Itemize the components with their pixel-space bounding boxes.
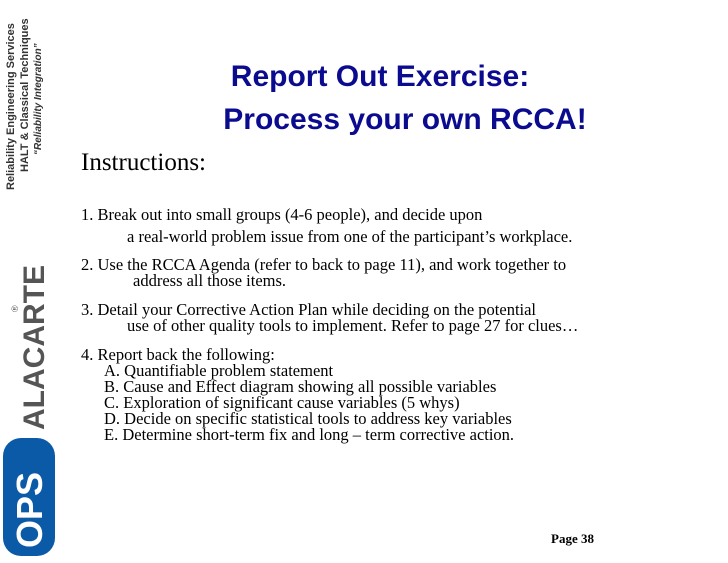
- instruction-3-line-2: use of other quality tools to implement. Refer to page 27 for clues…: [127, 316, 579, 335]
- company-line-1: Reliability Engineering Services: [5, 23, 17, 190]
- instructions-heading: Instructions:: [81, 149, 206, 176]
- instruction-1-line-1: 1. Break out into small groups (4-6 people), and decide upon: [81, 205, 483, 224]
- brand-strip: [0, 0, 62, 563]
- company-line-3: “Reliability Integration”: [33, 43, 44, 155]
- instruction-3-line-1: 3. Detail your Corrective Action Plan while deciding on the potential: [81, 300, 537, 319]
- ops-badge: [3, 438, 55, 556]
- instruction-1-line-2: a real-world problem issue from one of the participant’s workplace.: [127, 227, 573, 246]
- instruction-2-line-2: address all those items.: [133, 271, 287, 290]
- instruction-4-line-1: 4. Report back the following:: [81, 345, 275, 364]
- alacarte-text: ALACARTE: [18, 265, 51, 430]
- instruction-2-line-1: 2. Use the RCCA Agenda (refer to back to page 11), and work together to: [81, 255, 567, 274]
- slide-title-line-2: Process your own RCCA!: [223, 103, 587, 136]
- instruction-4-subitem-e: E. Determine short-term fix and long – term corrective action.: [104, 425, 515, 444]
- instruction-4-subitem-c: C. Exploration of significant cause variables (5 whys): [104, 393, 460, 412]
- ops-text: OPS: [9, 471, 50, 548]
- registered-mark: ®: [10, 305, 20, 312]
- slide-title-line-1: Report Out Exercise:: [230, 60, 530, 93]
- company-line-2: HALT & Classical Techniques: [19, 18, 31, 172]
- instruction-4-subitem-a: A. Quantifiable problem statement: [104, 361, 334, 380]
- page-number: Page 38: [551, 531, 594, 546]
- instruction-4-subitem-b: B. Cause and Effect diagram showing all possible variables: [104, 377, 497, 396]
- instruction-4-subitem-d: D. Decide on specific statistical tools to address key variables: [104, 409, 512, 428]
- ops-alacarte-logo: [0, 0, 62, 563]
